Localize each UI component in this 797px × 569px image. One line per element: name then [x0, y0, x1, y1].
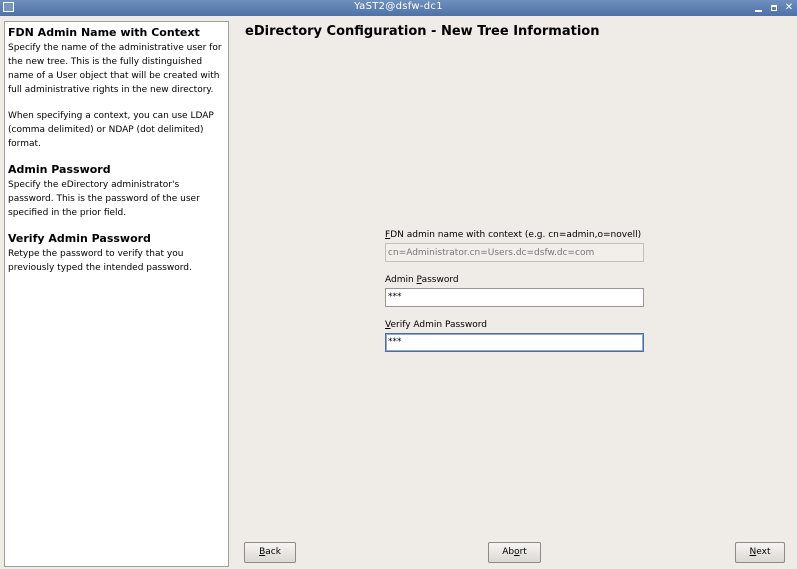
close-icon[interactable]: ✕	[784, 2, 794, 13]
page-title: eDirectory Configuration - New Tree Information	[245, 24, 600, 39]
minimize-icon[interactable]	[752, 0, 766, 16]
help-heading-fdn: FDN Admin Name with Context	[8, 26, 200, 39]
verify-password-label: Verify Admin Password	[385, 320, 487, 330]
title-bar	[0, 0, 797, 16]
help-heading-password: Admin Password	[8, 163, 111, 176]
help-text-password: Specify the eDirectory administrator's password. This is the password of the user specified in the prior field.	[8, 180, 200, 218]
fdn-input[interactable]	[385, 243, 644, 262]
password-input[interactable]: ***	[385, 288, 644, 307]
help-text-fdn: Specify the name of the administrative user for the new tree. This is the fully distinguished name of a User object that will be created with full administrative rights in the new directory.	[8, 43, 222, 95]
fdn-label: FDN admin name with context (e.g. cn=admin,o=novell)	[385, 230, 642, 240]
help-text-context: When specifying a context, you can use LDAP (comma delimited) or NDAP (dot delimited) format.	[8, 111, 214, 149]
back-button[interactable]: Back	[244, 542, 296, 563]
verify-password-input[interactable]: ***	[385, 333, 644, 352]
help-panel	[4, 21, 229, 567]
help-heading-verify: Verify Admin Password	[8, 232, 151, 245]
password-label: Admin Password	[385, 275, 459, 285]
abort-button[interactable]: Abort	[488, 542, 541, 563]
window-title: YaST2@dsfw-dc1	[354, 1, 443, 12]
help-text-verify: Retype the password to verify that you previously typed the intended password.	[8, 249, 192, 273]
maximize-icon[interactable]	[767, 0, 781, 16]
next-button[interactable]: Next	[735, 542, 785, 563]
credentials-form	[385, 229, 645, 364]
